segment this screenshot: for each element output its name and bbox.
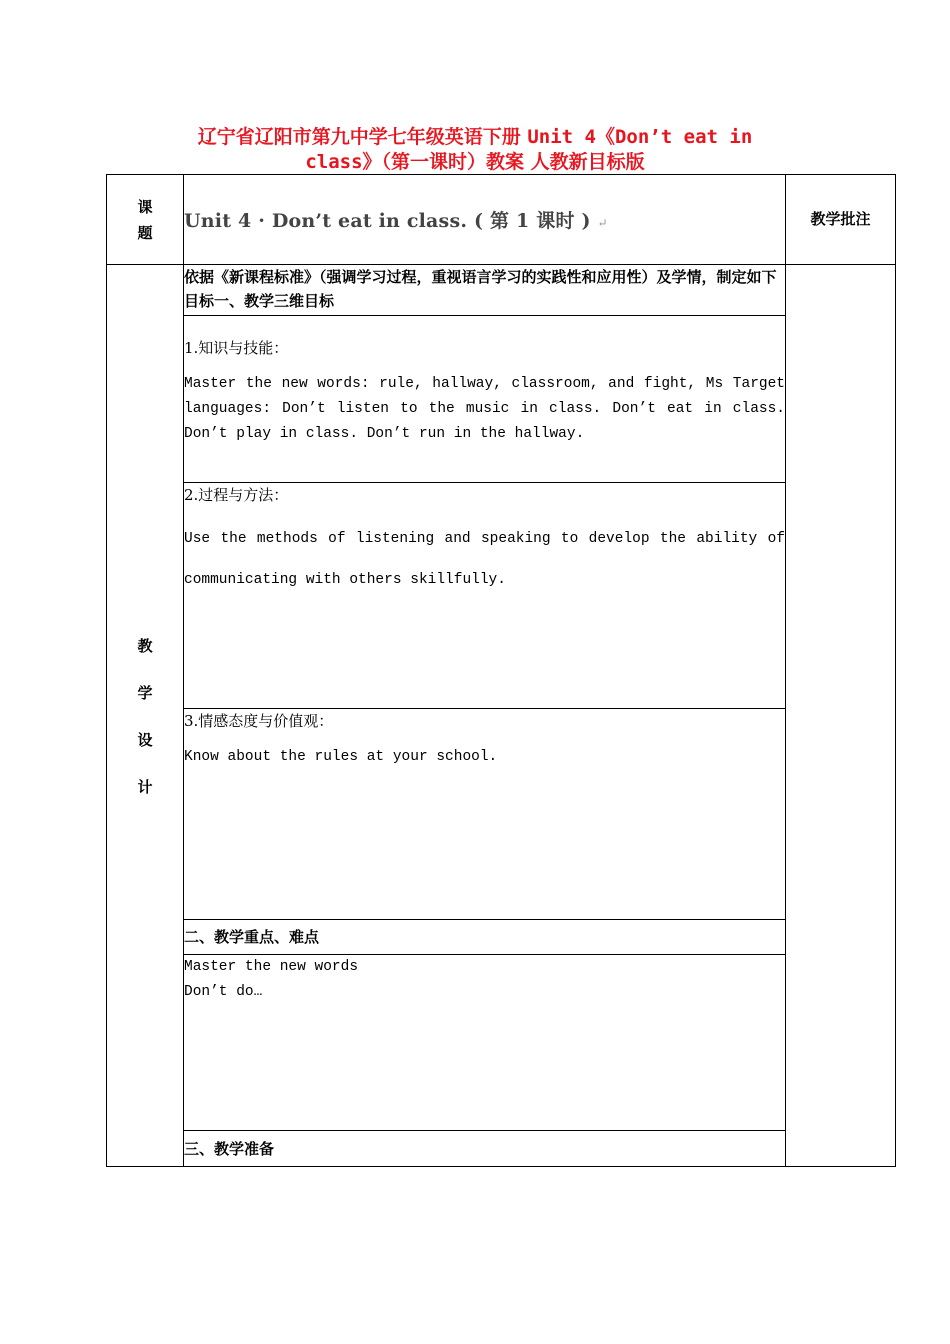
- focus-body-row: [107, 955, 896, 1131]
- title-line-2-class: class》: [305, 151, 382, 173]
- focus-line-1: Master the new words: [184, 959, 359, 975]
- title-line-1: [150, 125, 800, 150]
- prep-heading-cell: [184, 1131, 786, 1167]
- design-label-char-3: 设: [137, 730, 153, 749]
- prep-heading-row: [107, 1131, 896, 1167]
- unit-title: Unit 4 · Don’t eat in class. ( 第 1 课时 ): [184, 210, 591, 232]
- notes-label: 教学批注: [810, 210, 871, 228]
- notes-label-cell: [786, 175, 896, 265]
- title-line-2-cn: （第一课时）教案 人教新目标版: [381, 151, 645, 173]
- goal-1-row: [107, 316, 896, 483]
- focus-line-2: Don’t do…: [184, 984, 263, 1000]
- design-label-char-4: 计: [137, 777, 153, 796]
- goal-2-row: [107, 483, 896, 709]
- design-label-char-1: 教: [137, 636, 153, 655]
- goal-3-text: Know about the rules at your school.: [184, 749, 498, 765]
- design-label-char-2: 学: [137, 683, 153, 702]
- paragraph-mark: ↵: [597, 216, 608, 230]
- basis-row: [107, 265, 896, 316]
- topic-row: [107, 175, 896, 265]
- goal-1-text: Master the new words: rule, hallway, classroom, and fight, Ms Target languages: Don’t listen to the music in class. Don’t eat in class. Don’t play in class. Don’t run in the hallway.: [184, 376, 785, 442]
- goal-3-row: [107, 709, 896, 920]
- goal-2-cell: [184, 483, 786, 709]
- focus-heading-row: [107, 920, 896, 955]
- goal-3-heading: 3.情感态度与价值观：: [184, 712, 334, 730]
- topic-label-char-1: 课: [137, 197, 153, 216]
- design-label-cell: [107, 265, 184, 1167]
- topic-label-cell: [107, 175, 184, 265]
- goal-3-cell: [184, 709, 786, 920]
- title-line-2: [150, 150, 800, 175]
- document-title: [150, 125, 800, 175]
- basis-cell: [184, 265, 786, 316]
- goal-1-cell: [184, 316, 786, 483]
- lesson-plan-table: [106, 174, 896, 1167]
- prep-heading: 三、教学准备: [184, 1139, 275, 1158]
- design-label: [107, 635, 183, 797]
- focus-body-cell: [184, 955, 786, 1131]
- title-line-1-cn: 辽宁省辽阳市第九中学七年级英语下册: [197, 126, 528, 148]
- goal-1-heading: 1.知识与技能：: [184, 339, 289, 357]
- topic-label-char-2: 题: [137, 223, 153, 242]
- focus-heading: 二、教学重点、难点: [184, 928, 320, 946]
- goal-2-text: Use the methods of listening and speaking to develop the ability of communicating with others skillfully.: [184, 531, 785, 588]
- goal-2-heading: 2.过程与方法：: [184, 486, 289, 504]
- notes-column-cell: [786, 265, 896, 1167]
- focus-heading-cell: [184, 920, 786, 955]
- unit-title-cell: [184, 175, 786, 265]
- title-line-1-unit: Unit 4《Don’t eat in: [527, 126, 753, 148]
- basis-text: 依据《新课程标准》（强调学习过程，重视语言学习的实践性和应用性）及学情，制定如下目标一、教学三维目标: [184, 268, 777, 310]
